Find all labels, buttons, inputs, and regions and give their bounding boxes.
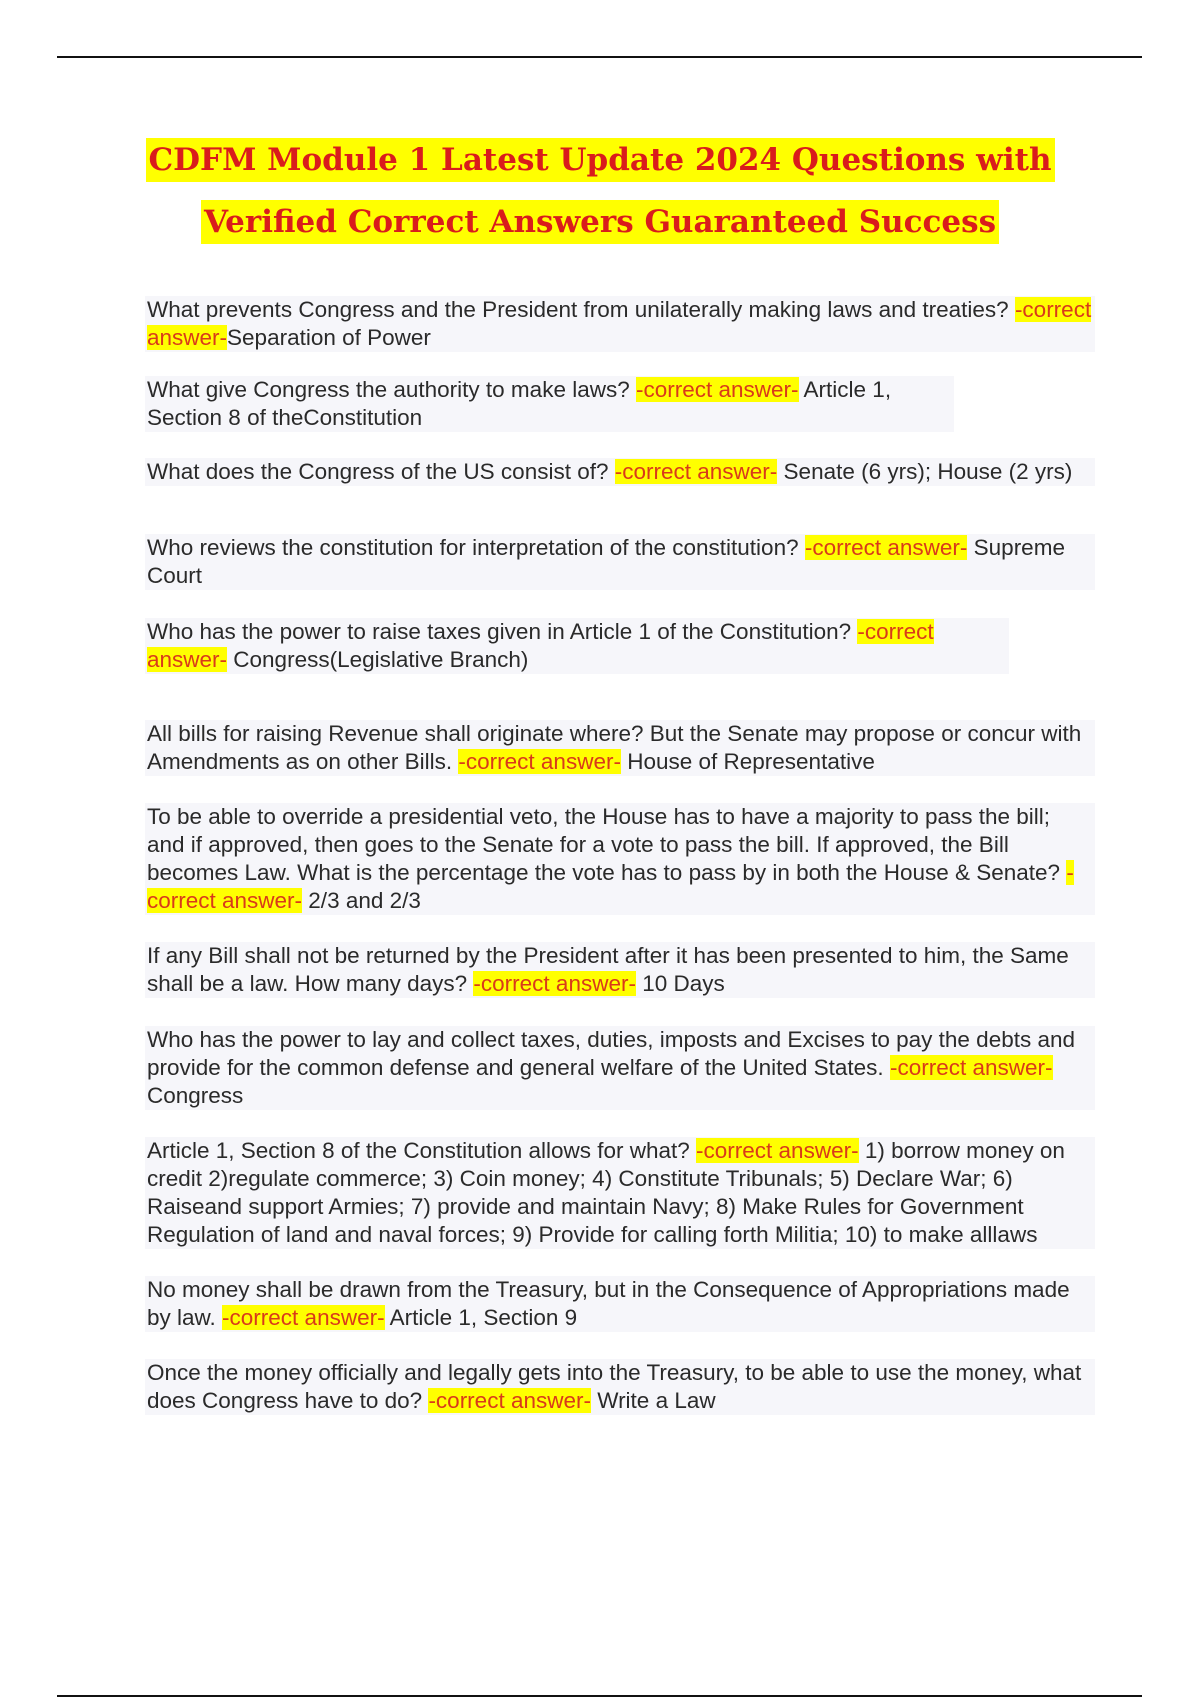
qa-list — [145, 296, 1095, 1415]
answer: Article 1, Section 9 — [384, 1305, 578, 1330]
qa-item — [145, 458, 1095, 486]
question: Who has the power to lay and collect taxes, duties, imposts and Excises to pay the debts and provide for the common defense and general welfare of the United States. — [147, 1027, 1076, 1080]
question: What prevents Congress and the President from unilaterally making laws and treaties? — [147, 297, 1015, 322]
qa-item — [145, 1359, 1095, 1415]
answer: 10 Days — [635, 971, 725, 996]
answer: Congress — [147, 1083, 244, 1108]
correct-answer-marker: -correct answer- — [147, 860, 1074, 913]
answer: Article 1, Section 8 of theConstitution — [147, 377, 892, 430]
document-title — [100, 138, 1100, 262]
question: Who reviews the constitution for interpretation of the constitution? — [147, 535, 805, 560]
answer: Senate (6 yrs); House (2 yrs) — [777, 459, 1073, 484]
answer: 2/3 and 2/3 — [302, 888, 421, 913]
qa-item — [145, 803, 1095, 915]
question: No money shall be drawn from the Treasury, but in the Consequence of Appropriations made by law. — [147, 1277, 1070, 1330]
question: What give Congress the authority to make laws? — [147, 377, 636, 402]
answer: Congress(Legislative Branch) — [227, 647, 529, 672]
qa-item — [145, 1276, 1095, 1332]
header-rule — [57, 56, 1142, 58]
qa-item — [145, 720, 1095, 776]
question: If any Bill shall not be returned by the President after it has been presented to him, the Same shall be a law. How many days? — [147, 943, 1069, 996]
question: Who has the power to raise taxes given in Article 1 of the Constitution? — [147, 619, 858, 644]
question: To be able to override a presidential veto, the House has to have a majority to pass the bill; and if approved, then goes to the Senate for a vote to pass the bill. If approved, the Bill becomes Law. What is the percentage the vote has to pass by in both the House & Senate? — [147, 804, 1067, 885]
correct-answer-marker: -correct answer- — [889, 1055, 1053, 1080]
qa-item — [145, 618, 1009, 674]
qa-item — [145, 1026, 1095, 1110]
qa-item — [145, 296, 1095, 352]
question: Once the money officially and legally gets into the Treasury, to be able to use the money, what does Congress have to do? — [147, 1360, 1082, 1413]
correct-answer-marker: -correct answer- — [147, 297, 1092, 350]
answer: Supreme Court — [147, 535, 1065, 588]
answer: Write a Law — [590, 1388, 716, 1413]
qa-item — [145, 376, 954, 432]
correct-answer-marker: -correct answer- — [614, 459, 778, 484]
correct-answer-marker: -correct answer- — [222, 1305, 385, 1330]
question: Article 1, Section 8 of the Constitution allows for what? — [147, 1138, 697, 1163]
correct-answer-marker: -correct answer- — [147, 619, 934, 672]
correct-answer-marker: -correct answer- — [804, 535, 968, 560]
qa-item — [145, 534, 1095, 590]
qa-item — [145, 942, 1095, 998]
answer: 1) borrow money on credit 2)regulate commerce; 3) Coin money; 4) Constitute Tribunals; 5) Declare War; 6) Raiseand support Armies; 7) provide and maintain Navy; 8) Make Rules for Government Regulation of land and naval forces; 9) Provide for calling forth Militia; 10) to make alllaws — [147, 1138, 1065, 1247]
correct-answer-marker: -correct answer- — [696, 1138, 859, 1163]
title-line-1: CDFM Module 1 Latest Update 2024 Questions with — [146, 138, 1055, 182]
correct-answer-marker: -correct answer- — [473, 971, 636, 996]
answer: Separation of Power — [227, 325, 431, 350]
correct-answer-marker: -correct answer- — [458, 749, 621, 774]
answer: House of Representative — [620, 749, 875, 774]
correct-answer-marker: -correct answer- — [635, 377, 799, 402]
qa-item — [145, 1137, 1095, 1249]
correct-answer-marker: -correct answer- — [428, 1388, 591, 1413]
footer-rule — [57, 1695, 1142, 1697]
question: All bills for raising Revenue shall originate where? But the Senate may propose or concur with Amendments as on other Bills. — [147, 721, 1082, 774]
question: What does the Congress of the US consist of? — [147, 459, 615, 484]
title-line-2: Verified Correct Answers Guaranteed Success — [201, 200, 999, 244]
